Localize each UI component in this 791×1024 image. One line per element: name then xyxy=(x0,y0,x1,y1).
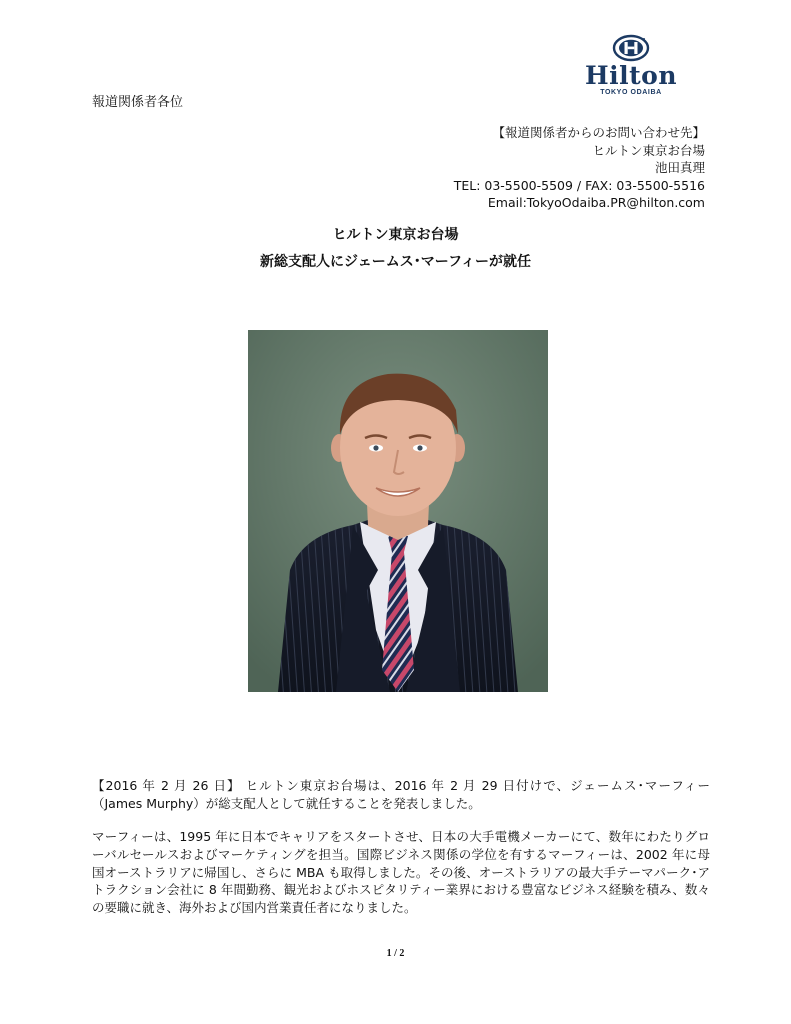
contact-hotel: ヒルトン東京お台場 xyxy=(592,142,705,158)
addressee: 報道関係者各位 xyxy=(92,95,184,110)
page-number: 1 / 2 xyxy=(386,948,405,959)
headline-hotel: ヒルトン東京お台場 xyxy=(332,227,459,243)
logo-wordmark: Hilton xyxy=(584,61,677,90)
contact-person: 池田真理 xyxy=(654,160,705,175)
contact-email: Email:TokyoOdaiba.PR@hilton.com xyxy=(487,195,705,210)
contact-phone-fax: TEL: 03-5500-5509 / FAX: 03-5500-5516 xyxy=(453,177,705,193)
body-paragraph-announcement: 【2016 年 2 月 26 日】 ヒルトン東京お台場は、2016 年 2 月 29 日付けで、ジェームス･マーフィー（James Murphy）が総支配人として就任することを発表しました。 xyxy=(92,778,710,811)
contact-heading: 【報道関係者からのお問い合わせ先】 xyxy=(492,125,705,140)
hilton-logo xyxy=(583,34,679,96)
logo-subtitle: TOKYO ODAIBA xyxy=(600,89,662,96)
portrait-photo xyxy=(248,330,548,692)
hilton-h-emblem-icon xyxy=(611,34,651,62)
body-paragraph-career: マーフィーは、1995 年に日本でキャリアをスタートさせ、日本の大手電機メーカーにて、数年にわたりグローバルセールスおよびマーケティングを担当。国際ビジネス関係の学位を有するマーフィーは、2002 年に母国オーストラリアに帰国し、さらに MBA も取得しました。その後、オーストラリアの最大手テーマパーク･アトラクション会社に 8 年間勤務、観光およびホスピタリティー業界における豊富なビジネス経験を積み、数々の要職に就き、海外および国内営業責任者になりました。 xyxy=(92,829,710,916)
press-contact-block xyxy=(454,124,705,212)
headline-announcement: 新総支配人にジェームス･マーフィーが就任 xyxy=(260,254,531,270)
